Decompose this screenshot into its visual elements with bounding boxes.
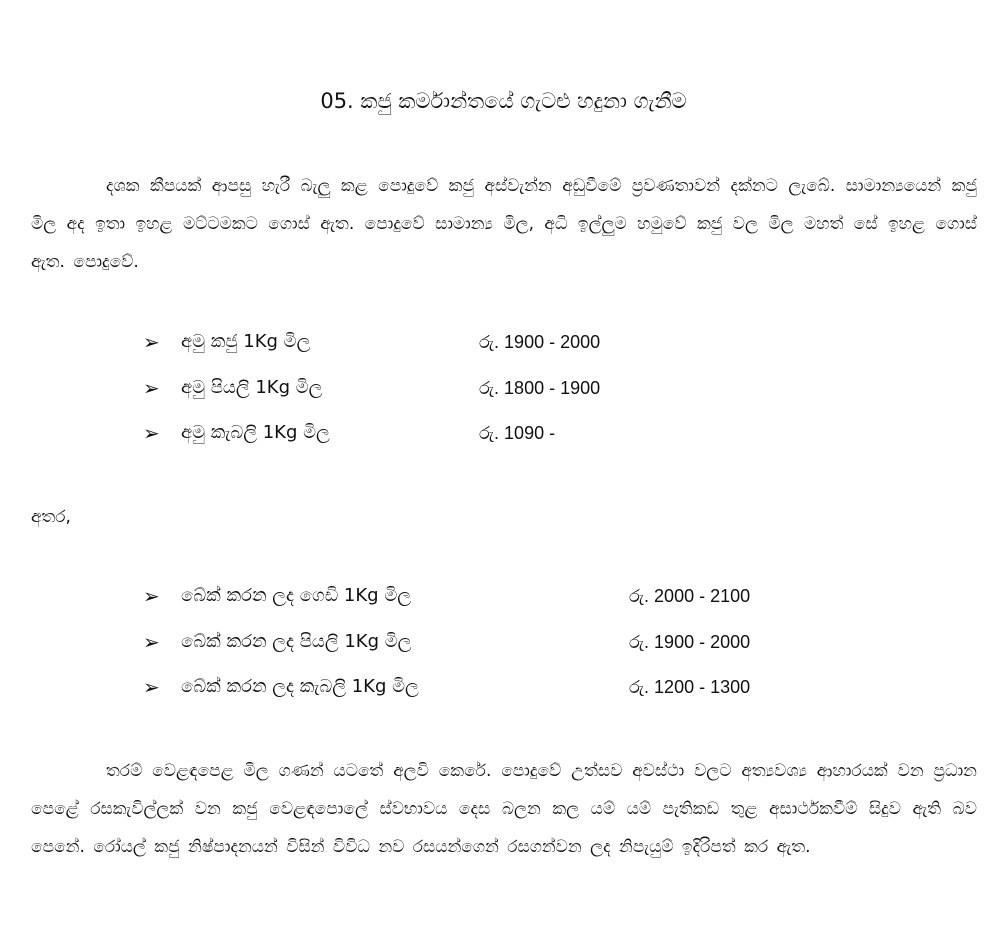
item-label: අමු කජු 1Kg මිල: [181, 331, 311, 352]
page-title: 05. කජු කර්මාන්තයේ ගැටළු හදුනා ගැනීම: [320, 89, 687, 113]
arrow-bullet-icon: ➢: [143, 584, 160, 608]
item-label: අමු පියලි 1Kg මිල: [181, 376, 323, 398]
arrow-bullet-icon: ➢: [143, 330, 160, 354]
item-price: රු. 1200 - 1300: [629, 677, 751, 697]
item-label: අමු කැබලි 1Kg මිල: [181, 422, 330, 443]
item-label: බේක් කරන ලද කැබලි 1Kg මිල: [181, 676, 419, 697]
arrow-bullet-icon: ➢: [143, 629, 160, 654]
list-item: [0, 623, 1007, 669]
item-label: බේක් කරන ලද ගෙඩි 1Kg මිල: [181, 585, 412, 606]
list-item: [0, 414, 1007, 460]
between-text: අතර,: [31, 507, 71, 527]
arrow-bullet-icon: ➢: [143, 675, 160, 699]
list-item: [0, 369, 1007, 415]
list-item: [0, 668, 1007, 714]
closing-paragraph: තරම් වෙළඳපෙළ මිල ගණන් යටතේ අලවි කෙරේ. පොදුවේ උත්සව අවස්ථා වලට අත්‍යවශ්‍ය ආහාරයක් වන ප්‍රධාන පෙළේ රසකැවිල්ලක් වන කජු වෙළඳපොලේ ස්වභාවය දෙස බලන කල යම් යම් පැතිකඩ තුළ අසාර්ථකවීම් සිදුව ඇති බව පෙනේ. රෝයල් කජු නිෂ්පාදනයන් විසින් විවිධ නව රසයන්ගෙන් රසගන්වන ලද නිපැයුම් ඉදිරිපත් කර ඇත.: [31, 761, 977, 857]
list-item: [0, 323, 1007, 369]
arrow-bullet-icon: ➢: [143, 375, 160, 400]
baked-cashew-price-list: [0, 577, 1007, 714]
item-price: රු. 2000 - 2100: [629, 586, 751, 606]
item-price: රු. 1090 -: [479, 423, 556, 443]
item-price: රු. 1900 - 2000: [629, 631, 751, 652]
item-price: රු. 1900 - 2000: [479, 332, 601, 352]
item-price: රු. 1800 - 1900: [479, 377, 601, 398]
item-label: බේක් කරන ලද පියලි 1Kg මිල: [181, 630, 412, 652]
list-item: [0, 577, 1007, 623]
intro-paragraph: දශක කීපයක් ආපසු හැරී බැලු කළ පොදුවේ කජු අස්වැන්න අඩුවීමේ ප්‍රවණතාවන් දක්නට ලැබේ. සාමාන්‍යයෙන් කජු මිල අද ඉතා ඉහළ මට්ටමකට ගොස් ඇත. පොදුවේ සාමාන්‍ය මිල, අධි ඉල්ලුම හමුවේ කජු වල මිල මහත් සේ ඉහළ ගොස් ඇත. පොදුවේ.: [31, 176, 977, 272]
raw-cashew-price-list: [0, 323, 1007, 460]
arrow-bullet-icon: ➢: [143, 421, 160, 445]
